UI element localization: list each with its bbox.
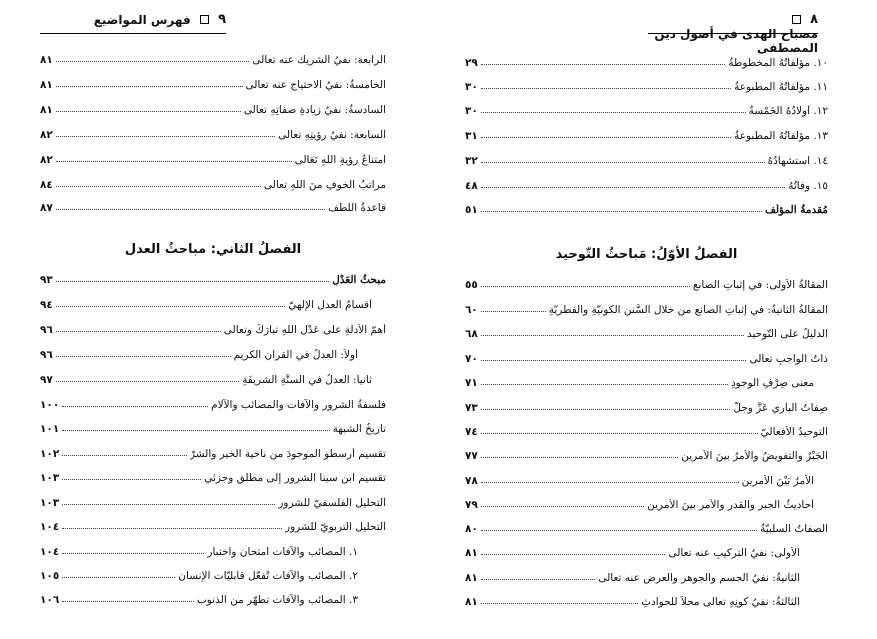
toc-entry-page: ٧٩ xyxy=(465,499,478,511)
toc-entry xyxy=(40,489,386,509)
toc-entry-page: ١٠٣ xyxy=(40,472,60,484)
leader-dots xyxy=(56,356,231,357)
toc-entry xyxy=(40,440,386,460)
toc-entry xyxy=(40,366,386,386)
toc-entry-page: ١٠٢ xyxy=(40,448,60,460)
leader-dots xyxy=(62,577,175,578)
leader-dots xyxy=(481,88,731,89)
toc-entry xyxy=(40,538,386,558)
leader-dots xyxy=(56,281,329,282)
square-ornament-icon xyxy=(200,15,209,24)
toc-entry xyxy=(465,97,828,117)
toc-entry xyxy=(465,49,828,69)
page-number: ٨ xyxy=(810,12,818,27)
toc-entry-page: ٩٧ xyxy=(40,374,53,386)
toc-entry-title: صِفاتُ الباري عَزَّ وجلَّ xyxy=(733,402,828,414)
leader-dots xyxy=(481,187,785,188)
leader-dots xyxy=(481,554,666,555)
toc-entry xyxy=(465,394,828,414)
toc-entry-page: ١٠٤ xyxy=(40,546,60,558)
toc-entry xyxy=(40,586,386,606)
leader-dots xyxy=(481,384,728,385)
toc-entry-title: امتناعُ رؤيةِ اللهِ تَعَالى xyxy=(294,154,386,166)
chapter-title: الفصلُ الأوّلُ: مَباحثُ التّوحيد xyxy=(555,247,738,262)
toc-entry xyxy=(40,391,386,411)
toc-entry-page: ٣٠ xyxy=(465,81,478,93)
leader-dots xyxy=(481,286,690,287)
toc-entry-title: تقسيم أرسطو الموجودَ من ناحية الخير والشرّ xyxy=(189,448,386,460)
toc-entry-page: ٨١ xyxy=(40,104,53,116)
leader-dots xyxy=(481,409,731,410)
toc-entry xyxy=(465,122,828,142)
toc-entry-page: ٧١ xyxy=(465,377,478,389)
toc-entry-title: التحليل التربويّ للشرور xyxy=(285,521,386,533)
toc-entry xyxy=(465,539,828,559)
toc-entry xyxy=(465,271,828,291)
toc-entry-page: ٣٢ xyxy=(465,155,478,167)
toc-entry-title: الخامسةُ: نفيُ الاحتياج عنه تعالى xyxy=(245,79,386,91)
leader-dots xyxy=(481,112,746,113)
toc-entry-page: ٥٥ xyxy=(465,279,478,291)
toc-entry-title: المقالةُ الثانيةُ: في إثباتِ الصانع من خلال السُّنن الكونيّةِ والفطريّةِ xyxy=(548,304,828,316)
toc-entry-page: ٨١ xyxy=(40,54,53,66)
toc-entry-title: مبحثُ العَدْلِ xyxy=(332,274,386,286)
toc-entry xyxy=(465,418,828,438)
leader-dots xyxy=(481,64,726,65)
leader-dots xyxy=(56,86,243,87)
toc-entry-page: ١٠٥ xyxy=(40,570,60,582)
toc-entry xyxy=(40,96,386,116)
toc-entry xyxy=(40,71,386,91)
toc-entry-title: ١١. مؤلّفاتُهُ المطبوعةُ xyxy=(734,81,828,93)
toc-entry-title: ١٥. وفاتُهُ xyxy=(788,180,828,192)
leader-dots xyxy=(62,479,201,480)
leader-dots xyxy=(56,381,239,382)
leader-dots xyxy=(56,306,285,307)
leader-dots xyxy=(481,457,678,458)
toc-entry-title: ذاتُ الواجبِ تعالى xyxy=(749,353,828,365)
toc-entry-title: ثانياً: العدلُ في السنَّةِ الشريفَةِ xyxy=(242,374,372,386)
toc-entry-title: الثالثةُ: نفيُ كونِهِ تعالى محلّاً للحوادثِ xyxy=(641,596,800,608)
toc-entry-page: ١٠٣ xyxy=(40,497,60,509)
toc-entry-title: ١٢. أولادُهُ الخَمْسةُ xyxy=(748,105,828,117)
toc-entry xyxy=(40,146,386,166)
toc-entry-page: ٨١ xyxy=(465,572,478,584)
toc-entry xyxy=(40,291,386,311)
toc-entry xyxy=(40,46,386,66)
toc-entry xyxy=(465,515,828,535)
leader-dots xyxy=(56,186,261,187)
running-title: فهرس المواضيع xyxy=(93,12,191,27)
leader-dots xyxy=(481,579,596,580)
leader-dots xyxy=(481,360,747,361)
toc-entry xyxy=(40,121,386,141)
toc-entry xyxy=(40,316,386,336)
leader-dots xyxy=(62,601,194,602)
toc-entry-page: ٨٠ xyxy=(465,523,478,535)
toc-entry xyxy=(465,196,828,216)
toc-entry-title: تاريخُ الشبهة xyxy=(332,423,386,435)
toc-entry-page: ٨١ xyxy=(40,79,53,91)
leader-dots xyxy=(481,211,762,212)
toc-entry xyxy=(465,369,828,389)
toc-entry-title: أولاً: العدلُ في القرآنِ الكريم xyxy=(233,349,358,361)
toc-entry-title: المقالةُ الأُولى: في إثباتِ الصانعِ xyxy=(692,279,828,291)
toc-entry-page: ٧٠ xyxy=(465,353,478,365)
leader-dots xyxy=(56,61,250,62)
leader-dots xyxy=(481,506,644,507)
toc-entry-page: ٧٣ xyxy=(465,402,478,414)
toc-entry-title: الثانيةُ: نفيُ الجسمِ والجوهرِ والعرض عنه تعالى xyxy=(598,572,800,584)
toc-entry-title: ١٣. مؤلّفاتُهُ المطبوعةُ xyxy=(734,130,828,142)
toc-entry-title: الدليلُ على التّوحيد xyxy=(747,328,828,340)
leader-dots xyxy=(56,136,275,137)
toc-entry-page: ٨١ xyxy=(465,596,478,608)
toc-entry-title: الصفاتُ السلبيّةُ xyxy=(760,523,828,535)
toc-entry-page: ٧٧ xyxy=(465,450,478,462)
toc-entry-page: ٩٦ xyxy=(40,349,53,361)
toc-entry-title: مراتبُ الخوفِ منَ اللهِ تعالى xyxy=(263,179,386,191)
toc-entry-title: فلسفةُ الشرور والآفات والمصائب والآلام xyxy=(211,399,386,411)
left-page xyxy=(0,0,438,639)
toc-entry-title: ١٠. مؤلّفاتُهُ المخطوطةُ xyxy=(728,57,828,69)
toc-entry-title: ١. المصائب والآفات امتحان واختبار xyxy=(207,546,358,558)
toc-entry-title: الأمرُ بَيْنَ الأمرين xyxy=(741,475,814,487)
toc-entry-title: السابعة: نفيُ رؤيتِهِ تعالى xyxy=(278,129,386,141)
toc-entry-title: التوحيدُ الأفعاليّ xyxy=(760,426,828,438)
running-title: مصباح الهدى في أصول دين المصطفى xyxy=(654,27,818,55)
toc-entry-title: السادسةُ: نفيُ زيادةِ صفاتِهِ تعالى xyxy=(243,104,386,116)
leader-dots xyxy=(56,111,241,112)
toc-entry-page: ٣٠ xyxy=(465,105,478,117)
toc-entry-page: ٢٩ xyxy=(465,57,478,69)
leader-dots xyxy=(62,430,329,431)
toc-entry-page: ٧٤ xyxy=(465,426,478,438)
toc-entry-page: ١٠٠ xyxy=(40,399,60,411)
leader-dots xyxy=(56,331,221,332)
toc-entry xyxy=(465,73,828,93)
page-number: ٩ xyxy=(218,12,226,27)
toc-entry-page: ٩٦ xyxy=(40,324,53,336)
toc-entry xyxy=(465,442,828,462)
leader-dots xyxy=(481,603,638,604)
toc-entry xyxy=(465,345,828,365)
toc-entry-page: ٨٤ xyxy=(40,179,53,191)
toc-entry xyxy=(465,147,828,167)
leader-dots xyxy=(481,482,739,483)
toc-entry-title: أهمّ الأدلّةِ على عَدْلِ اللّهِ تبارَكَ وتعالى xyxy=(223,324,386,336)
toc-entry-title: الجَبْرُ والتفويضُ والأمرُ بينَ الأمرين xyxy=(681,450,828,462)
page-header xyxy=(648,12,818,55)
toc-entry xyxy=(465,467,828,487)
leader-dots xyxy=(481,162,765,163)
toc-entry-page: ١٠٦ xyxy=(40,594,60,606)
toc-entry-title: ١٤. استشهادُهُ xyxy=(767,155,828,167)
toc-entry-page: ٨٢ xyxy=(40,129,53,141)
toc-entry-title: التحليل الفلسفيّ للشرور xyxy=(278,497,386,509)
square-ornament-icon xyxy=(792,15,801,24)
toc-entry-title: معنى صِرْفِ الوجودِ xyxy=(730,377,814,389)
chapter-title: الفصلُ الثاني: مباحثُ العدل xyxy=(124,242,302,257)
leader-dots xyxy=(62,406,208,407)
toc-entry-page: ٧٨ xyxy=(465,475,478,487)
toc-entry xyxy=(465,491,828,511)
toc-entry-title: مُقدمةُ المؤلِّف xyxy=(764,204,828,216)
header-rule xyxy=(40,33,226,34)
toc-entry-page: ٨٢ xyxy=(40,154,53,166)
toc-entry-page: ٦٠ xyxy=(465,304,478,316)
toc-entry-page: ٣١ xyxy=(465,130,478,142)
toc-entry-page: ١٠٤ xyxy=(40,521,60,533)
toc-entry-title: أحاديثُ الجبر والقدر والأمر بينَ الأمرين xyxy=(647,499,814,511)
leader-dots xyxy=(56,161,292,162)
toc-entry-page: ١٠١ xyxy=(40,423,60,435)
leader-dots xyxy=(481,137,731,138)
page-header xyxy=(40,12,226,34)
toc-entry xyxy=(40,513,386,533)
leader-dots xyxy=(56,209,325,210)
toc-entry xyxy=(465,296,828,316)
toc-entry xyxy=(40,194,386,214)
toc-entry-title: تقسيم ابن سينا الشرور إلى مطلق وجزئي xyxy=(204,472,386,484)
toc-entry-title: قاعدةُ اللُّطف xyxy=(328,202,386,214)
toc-entry-page: ٨١ xyxy=(465,547,478,559)
toc-entry-title: ٢. المصائب والآفات تُفعّل قابليّات الإنسان xyxy=(178,570,358,582)
right-page xyxy=(440,0,877,639)
toc-entry-title: ٣. المصائب والآفات تطهّر من الذنوب xyxy=(196,594,358,606)
toc-entry-title: أقسامُ العدلِ الإلهيّ xyxy=(288,299,372,311)
toc-entry xyxy=(40,415,386,435)
toc-entry-page: ٦٨ xyxy=(465,328,478,340)
toc-entry xyxy=(40,341,386,361)
toc-entry xyxy=(40,562,386,582)
leader-dots xyxy=(481,311,546,312)
leader-dots xyxy=(62,455,187,456)
leader-dots xyxy=(481,530,757,531)
toc-entry-page: ٨٧ xyxy=(40,202,53,214)
toc-entry xyxy=(465,320,828,340)
leader-dots xyxy=(62,504,275,505)
toc-entry-page: ٩٣ xyxy=(40,274,53,286)
toc-entry xyxy=(465,564,828,584)
leader-dots xyxy=(481,433,758,434)
toc-entry-page: ٩٤ xyxy=(40,299,53,311)
toc-entry-page: ٤٨ xyxy=(465,180,478,192)
toc-entry xyxy=(465,588,828,608)
toc-entry xyxy=(40,266,386,286)
leader-dots xyxy=(62,528,282,529)
leader-dots xyxy=(62,553,204,554)
toc-entry-title: الرابعة: نفيُ الشريك عنه تعالى xyxy=(252,54,386,66)
toc-entry-page: ٥١ xyxy=(465,204,478,216)
header-rule xyxy=(648,33,818,34)
toc-entry xyxy=(465,172,828,192)
toc-entry xyxy=(40,171,386,191)
toc-entry xyxy=(40,464,386,484)
leader-dots xyxy=(481,335,744,336)
toc-entry-title: الأُولى: نفيُ التركيبِ عنه تعالى xyxy=(668,547,800,559)
